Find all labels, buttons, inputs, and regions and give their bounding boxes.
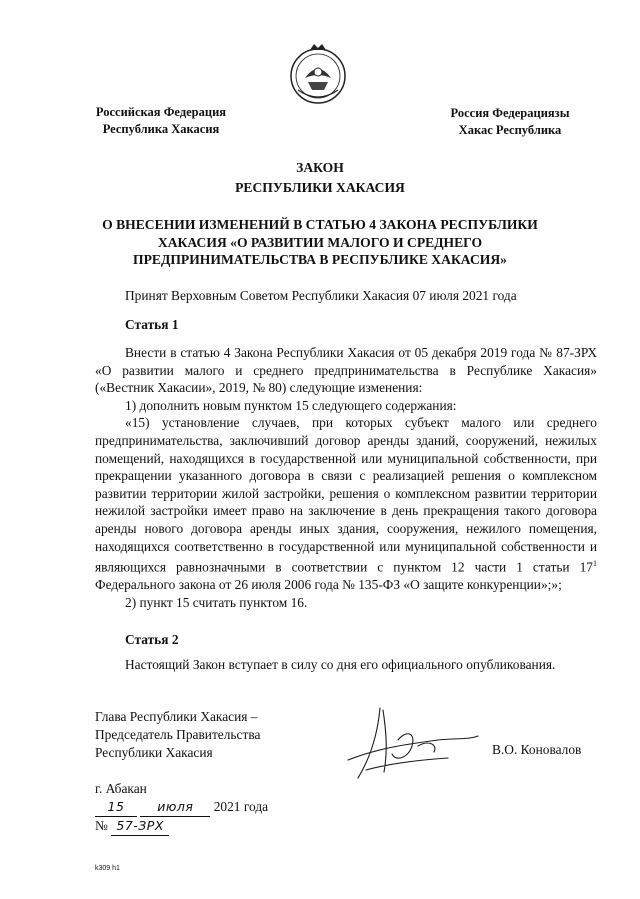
- signatory-title: [95, 708, 260, 762]
- coat-of-arms-emblem: [288, 42, 348, 106]
- signatory-name: В.О. Коновалов: [492, 742, 582, 757]
- quote-end: Федерального закона от 26 июля 2006 года № 135-ФЗ «О защите конкуренции»;»;: [95, 577, 562, 593]
- law-number: 57-ЗРХ: [111, 817, 169, 836]
- date-month: июля: [140, 798, 210, 817]
- quote-superscript: 1: [593, 559, 597, 569]
- header-left-line-2: Республика Хакасия: [102, 122, 220, 136]
- header-left-line-1: Российская Федерация: [95, 105, 227, 119]
- header-right: [420, 105, 600, 139]
- place-and-date: [95, 780, 268, 836]
- signatory-title-line-1: Глава Республики Хакасия –: [95, 709, 258, 724]
- article-2-text: Настоящий Закон вступает в силу со дня его официального опубликования.: [125, 657, 556, 672]
- date-day: 15: [95, 798, 137, 817]
- date-year: 2021 года: [213, 799, 269, 814]
- article-2-heading: Статья 2: [125, 632, 179, 647]
- number-prefix: №: [95, 818, 108, 833]
- article-1-item-2: 2) пункт 15 считать пунктом 16.: [125, 594, 308, 610]
- header-right-line-2: Хакас Республика: [458, 123, 562, 137]
- header-left: [76, 104, 246, 138]
- article-1-item-1: 1) дополнить новым пунктом 15 следующего содержания:: [125, 397, 457, 413]
- handwritten-signature: [288, 700, 488, 790]
- article-1-quote: [95, 414, 597, 593]
- city: г. Абакан: [95, 781, 147, 796]
- law-title: ЗАКОН: [296, 160, 344, 175]
- law-title-republic: РЕСПУБЛИКИ ХАКАСИЯ: [235, 180, 405, 195]
- footer-code: k309 h1: [95, 865, 120, 872]
- adoption-line: Принят Верховным Советом Республики Хакасия 07 июля 2021 года: [125, 288, 517, 303]
- date-line: [95, 798, 268, 817]
- header-right-line-1: Россия Федерациязы: [450, 106, 570, 120]
- article-1-heading: Статья 1: [125, 317, 179, 332]
- quote-main: «15) установление случаев, при которых субъект малого или среднего предпринимательства, заключивший договор аренды зданий, сооружений, нежилых помещений, находящихся в государственной или муниципальной собственности, при прекращении указанного договора в связи с реализацией решения о комплексном развитии территории жилой застройки, решения о комплексном развитии территории нежилой застройки имеет право на заключение в день прекращения такого договора аренды нового договора аренды иных здания, сооружения, нежилого помещения, находящихся соответственно в государственной или муниципальной собственности и являющихся равнозначными в соответствии с пунктом 12 части 1 статьи 17: [95, 415, 597, 575]
- signatory-title-line-3: Республики Хакасия: [95, 745, 213, 760]
- article-1-body: [95, 344, 597, 611]
- article-1-intro: Внести в статью 4 Закона Республики Хакасия от 05 декабря 2019 года № 87-ЗРХ «О развитии малого и среднего предпринимательства в Республике Хакасия» («Вестник Хакасии», 2019, № 80) следующие изменения:: [95, 345, 597, 396]
- signatory-title-line-2: Председатель Правительства: [95, 727, 261, 742]
- law-number-line: [95, 817, 268, 836]
- law-subject: О ВНЕСЕНИИ ИЗМЕНЕНИЙ В СТАТЬЮ 4 ЗАКОНА РЕСПУБЛИКИ ХАКАСИЯ «О РАЗВИТИИ МАЛОГО И СРЕДНЕГО ПРЕДПРИНИМАТЕЛЬСТВА В РЕСПУБЛИКЕ ХАКАСИЯ»: [102, 217, 538, 267]
